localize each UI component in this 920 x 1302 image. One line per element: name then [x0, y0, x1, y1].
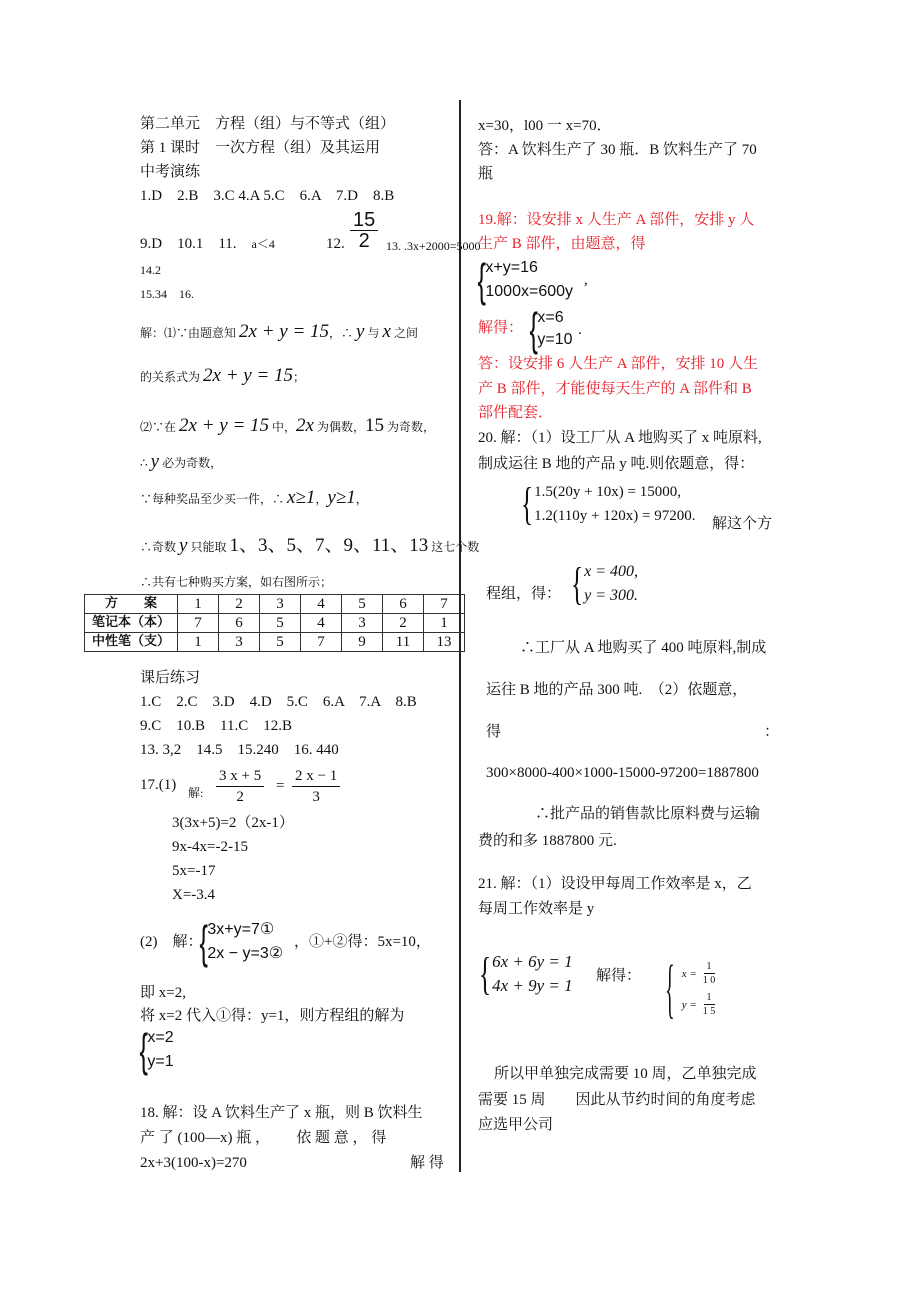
row-header: 中性笔（支）: [85, 633, 178, 652]
cell: 13: [424, 633, 465, 652]
label: x =: [681, 967, 697, 980]
text: 为偶数，: [313, 420, 365, 434]
purchase-plan-table: [84, 594, 465, 652]
lesson-title: 第 1 课时 一次方程（组）及其运用: [140, 140, 381, 156]
solution-y: [682, 991, 716, 1018]
q19-line: 生产 B 部件，由题意，得: [478, 236, 646, 252]
text: 这七个数: [428, 540, 480, 554]
q16-line3: [140, 416, 435, 437]
cell: 2: [383, 614, 424, 633]
cell: 7: [301, 633, 342, 652]
var-y: y: [356, 321, 365, 342]
step: 将 x=2 代入①得：y=1，则方程组的解为: [140, 1008, 405, 1024]
table-row: [85, 633, 465, 652]
solution-system: [526, 303, 573, 355]
step: 5x=-17: [172, 863, 216, 879]
equation: 1.5(20y + 10x) = 15000,: [534, 484, 682, 500]
step: 9x-4x=-2-15: [172, 839, 248, 855]
q18-line: 2x+3(100-x)=270: [140, 1155, 247, 1171]
equation: 6x + 6y = 1: [492, 952, 573, 971]
denominator: 3: [312, 789, 320, 805]
fraction: [703, 960, 716, 987]
q21-line: 应选甲公司: [478, 1117, 554, 1133]
text: 与: [364, 326, 383, 340]
var-x: x: [382, 321, 391, 342]
unit-title: 第二单元 方程（组）与不等式（组）: [140, 116, 396, 132]
cell: 3: [219, 633, 260, 652]
text: ∴: [140, 456, 151, 470]
q16-line1: [140, 322, 418, 343]
q16-line5: [140, 488, 368, 509]
equation: y=10: [537, 331, 573, 348]
equation: 2x + y = 15: [203, 365, 294, 386]
q18-line: 18. 解：设 A 饮料生产了 x 瓶，则 B 饮料生: [140, 1105, 423, 1121]
equation-system: [474, 950, 573, 998]
text: ，∴: [329, 326, 357, 340]
q20-line: 得: [486, 724, 502, 740]
label: y =: [681, 998, 697, 1011]
answer-text: 9.D 10.1 11.: [140, 236, 252, 252]
q18-line: x=30，l00 一 x=70．: [478, 118, 612, 134]
brace-icon: {: [477, 254, 486, 306]
fraction: [703, 991, 716, 1018]
q17-label: 17.(1): [140, 777, 177, 793]
row-header: 笔记本（本）: [85, 614, 178, 633]
step: 即 x=2,: [140, 985, 186, 1001]
solution-system: [566, 560, 638, 608]
denominator: 1 5: [702, 1006, 716, 1017]
answer-14: 14.2: [140, 263, 161, 277]
q18-answer: 答：A 饮料生产了 30 瓶．B 饮料生产了 70: [478, 142, 757, 158]
q19-answer: 答：设安排 6 人生产 A 部件，安排 10 人生: [478, 356, 759, 372]
numerator: 15: [350, 210, 378, 231]
answer-12-label: 12.: [326, 236, 345, 252]
q19-answer: 部件配套．: [478, 405, 554, 421]
numerator: 2 x − 1: [292, 766, 340, 787]
q21-line: 每周工作效率是 y: [478, 901, 595, 917]
equation: 2x + y = 15: [179, 415, 270, 436]
equation: 1.2(110y + 120x) = 97200.: [534, 508, 696, 524]
equation: 3x+y=7①: [207, 921, 275, 938]
cell: 3: [260, 595, 301, 614]
text: ⑵∵在: [140, 420, 180, 434]
cell: 2: [219, 595, 260, 614]
text: ∵每种奖品至少买一件，∴: [140, 492, 288, 506]
cell: 5: [342, 595, 383, 614]
cell: 1: [424, 614, 465, 633]
brace-icon: {: [529, 303, 538, 355]
denominator: 2: [358, 230, 370, 252]
numerator: 3 x + 5: [216, 766, 264, 787]
period: .: [578, 322, 582, 338]
text: 只能取: [187, 540, 230, 554]
answer-line: 13. 3,2 14.5 15.240 16. 440: [140, 742, 339, 758]
equation: 4x + 9y = 1: [492, 976, 573, 995]
solution-x: [682, 960, 716, 987]
q16-line2: [140, 366, 305, 387]
q21-jiede: 解得：: [596, 968, 642, 984]
cell: 11: [383, 633, 424, 652]
text: ，: [355, 492, 368, 506]
text: ∴奇数: [140, 540, 180, 554]
q20-line: ∴批产品的销售款比原料费与运输: [535, 806, 761, 822]
equation: 1000x=600y: [485, 283, 574, 300]
equation-system: [196, 918, 283, 966]
values: 1、3、5、7、9、11、13: [229, 535, 429, 556]
q20-line: 解这个方: [712, 516, 773, 532]
q19-jiede: 解得：: [478, 320, 524, 336]
var-y: y: [179, 535, 188, 556]
q20-line: 运往 B 地的产品 300 吨. （2）依题意，: [486, 682, 748, 698]
q19-answer: 产 B 部件，才能使每天生产的 A 部件和 B: [478, 381, 752, 397]
step: 3(3x+5)=2（2x-1）: [172, 815, 294, 831]
cell: 1: [178, 633, 219, 652]
equation: 2x − y=3②: [207, 945, 284, 962]
term: 15: [365, 415, 384, 436]
equation: x = 400,: [584, 563, 638, 580]
equation: y=1: [147, 1053, 174, 1070]
cell: 5: [260, 633, 301, 652]
q20-calculation: 300×8000-400×1000-15000-97200=1887800: [486, 765, 759, 781]
brace-icon: {: [478, 948, 492, 999]
term: 2x: [296, 415, 314, 436]
cell: 7: [424, 595, 465, 614]
answer-line: 1.C 2.C 3.D 4.D 5.C 6.A 7.A 8.B: [140, 694, 417, 710]
q16-line4: [140, 452, 222, 473]
solution-system: [654, 952, 716, 1025]
brace-icon: {: [199, 916, 208, 968]
comma: ,: [584, 272, 588, 288]
brace-icon: {: [520, 478, 534, 529]
cell: 7: [178, 614, 219, 633]
var-y: y: [150, 451, 160, 472]
fraction-15-2: [350, 210, 378, 251]
text: 必为奇数，: [159, 456, 223, 470]
section-heading: 课后练习: [140, 670, 201, 686]
fraction: [292, 766, 340, 807]
equation-system: [474, 256, 573, 304]
denominator: 1 0: [702, 975, 716, 986]
denominator: 2: [236, 789, 244, 805]
answer-11: a＜4: [251, 237, 275, 251]
text: 的关系式为: [140, 370, 204, 384]
table-row: [85, 595, 465, 614]
answer-line: 1.D 2.B 3.C 4.A 5.C 6.A 7.D 8.B: [140, 188, 395, 204]
answer-line: [140, 234, 275, 254]
inequality: x≥1: [287, 487, 316, 508]
q17-jie: 解:: [188, 786, 204, 800]
q19-line: 19.解：设安排 x 人生产 A 部件，安排 y 人: [478, 212, 755, 228]
q21-line: 所以甲单独完成需要 10 周，乙单独完成: [494, 1066, 757, 1082]
section-heading: 中考演练: [140, 164, 201, 180]
q20-line: 制成运往 B 地的产品 y 吨.则依题意，得：: [478, 456, 755, 472]
q20-line: ∴工厂从 A 地购买了 400 吨原料,制成: [520, 640, 767, 656]
cell: 9: [342, 633, 383, 652]
numerator: 1: [704, 960, 715, 974]
step: X=-3.4: [172, 887, 216, 903]
fraction: [216, 766, 264, 807]
answer-15-16: 15.34 16.: [140, 287, 195, 301]
brace-icon: {: [665, 952, 675, 1025]
text: 中，: [269, 420, 297, 434]
equals: =: [276, 778, 285, 794]
q16-line7: ∴共有七种购买方案，如右图所示；: [140, 575, 333, 589]
cell: 6: [383, 595, 424, 614]
q21-line: 21. 解：（1）设设甲每周工作效率是 x，乙: [478, 876, 752, 892]
equation: 2x + y = 15: [239, 321, 330, 342]
brace-icon: {: [139, 1024, 148, 1076]
solution-system: [136, 1026, 174, 1074]
cell: 1: [178, 595, 219, 614]
equation: x+y=16: [485, 259, 538, 276]
equation-system: [516, 480, 695, 528]
cell: 3: [342, 614, 383, 633]
answer-13: 13. .3x+2000=5000: [386, 239, 481, 253]
q21-line: 需要 15 周 因此从节约时间的角度考虑: [478, 1092, 756, 1108]
brace-icon: {: [570, 558, 584, 609]
q20-line: 20. 解：（1）设工厂从 A 地购买了 x 吨原料,: [478, 430, 762, 446]
q16-line6: [140, 536, 479, 557]
answer-line: 9.C 10.B 11.C 12.B: [140, 718, 292, 734]
q20-line: ：: [764, 724, 780, 740]
equation: x=6: [537, 309, 564, 326]
q20-line: 费的和多 1887800 元.: [478, 833, 617, 849]
cell: 4: [301, 614, 342, 633]
q17-2-label: (2) 解：: [140, 934, 203, 950]
cell: 4: [301, 595, 342, 614]
q18-line: 解 得: [410, 1155, 444, 1171]
text: 之间: [390, 326, 418, 340]
text: 为奇数，: [384, 420, 436, 434]
numerator: 1: [704, 991, 715, 1005]
cell: 5: [260, 614, 301, 633]
text: ；: [293, 370, 306, 384]
equation: x=2: [147, 1029, 174, 1046]
table-row: [85, 614, 465, 633]
q18-answer: 瓶: [478, 166, 494, 182]
cell: 6: [219, 614, 260, 633]
q20-line: 程组，得：: [486, 586, 562, 602]
step: ，①+②得：5x=10，: [294, 934, 431, 950]
q18-line: 产 了 (100—x) 瓶 ， 依 题 意 ， 得: [140, 1130, 387, 1146]
row-header: 方 案: [85, 595, 178, 614]
text: 解：⑴∵由题意知: [140, 326, 240, 340]
text: ，: [315, 492, 328, 506]
inequality: y≥1: [327, 487, 356, 508]
equation: y = 300.: [584, 587, 638, 604]
